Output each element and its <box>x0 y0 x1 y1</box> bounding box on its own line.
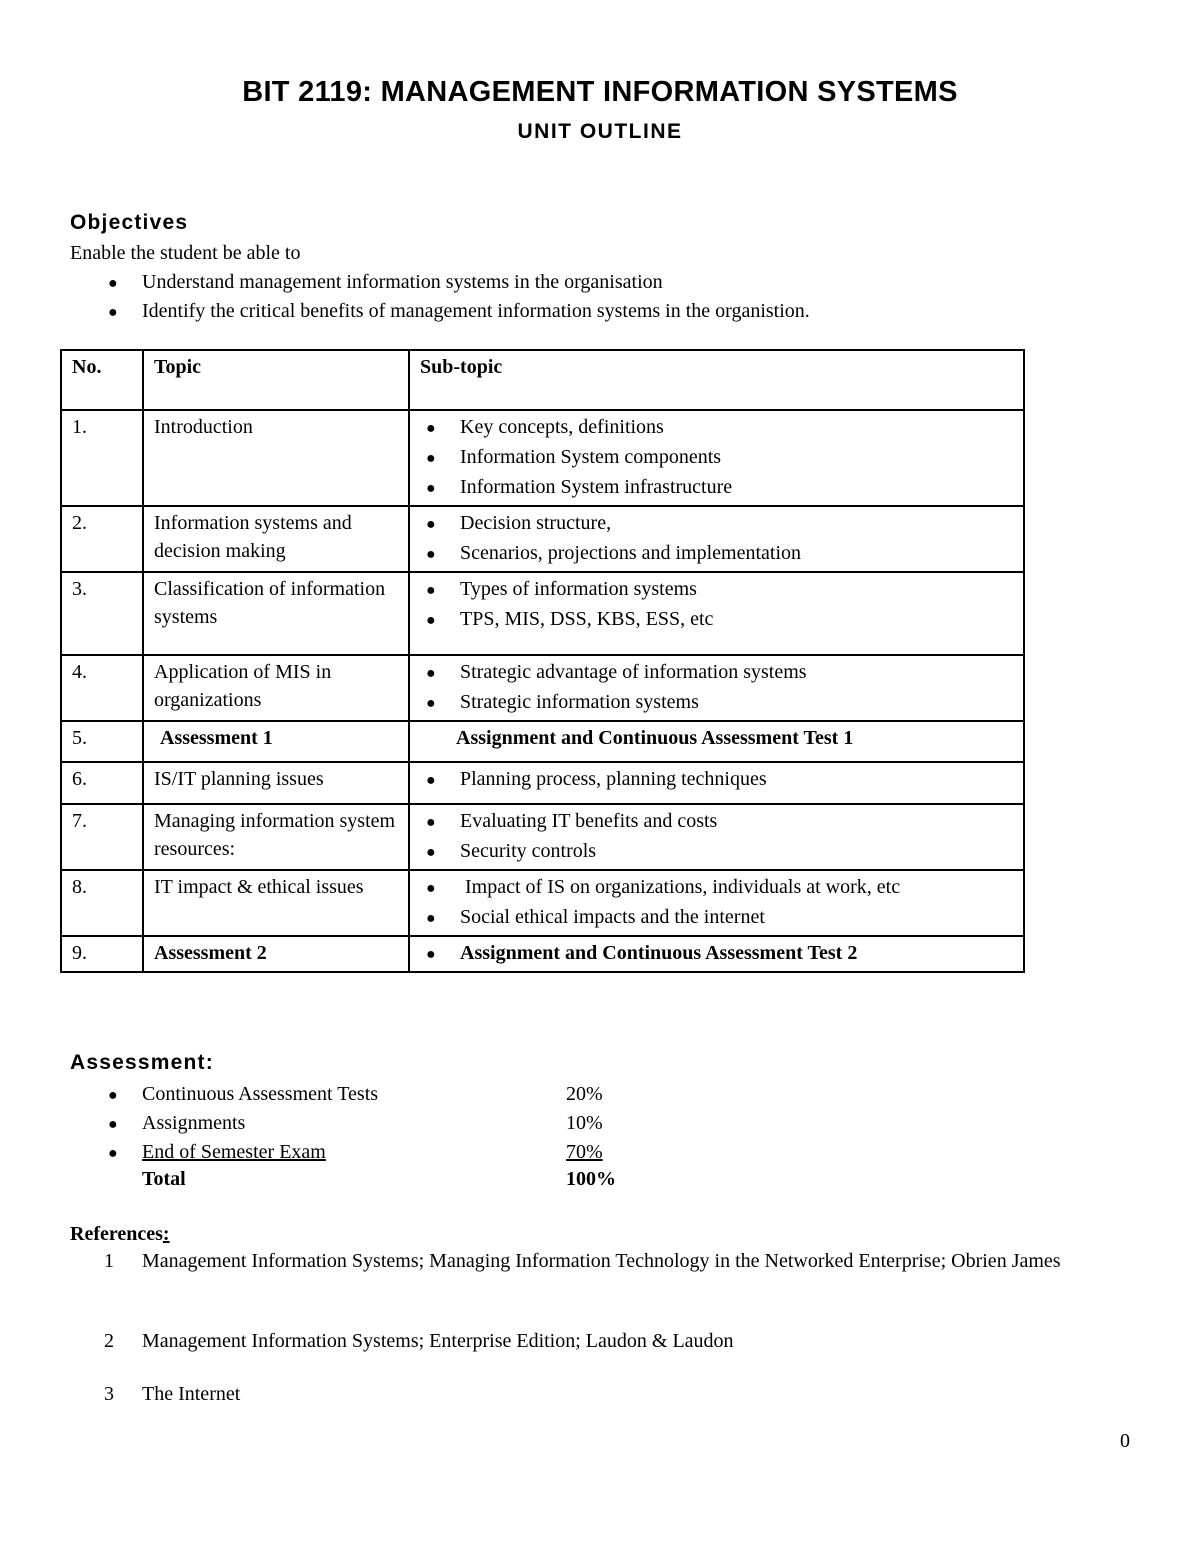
objective-text: Understand management information systems in the organisation <box>142 271 663 293</box>
bullet-icon: ● <box>108 275 118 292</box>
row-subtopics <box>409 870 1024 936</box>
row-topic: Assessment 2 <box>143 936 409 972</box>
bullet-icon: ● <box>426 665 436 682</box>
assessment-value: 20% <box>566 1083 603 1105</box>
objectives-intro: Enable the student be able to <box>70 242 301 264</box>
objective-item <box>108 268 663 298</box>
reference-text: Management Information Systems; Enterprise Edition; Laudon & Laudon <box>142 1330 734 1352</box>
bullet-icon: ● <box>426 946 436 963</box>
total-value: 100% <box>566 1168 616 1190</box>
header-no: No. <box>61 350 143 410</box>
bullet-icon: ● <box>426 480 436 497</box>
subtopic-text: Strategic information systems <box>460 691 699 713</box>
assessment-label: Assignments <box>142 1112 246 1134</box>
subtopic-text: Types of information systems <box>460 578 697 600</box>
subtopic-item <box>426 807 1013 837</box>
row-subtopics <box>409 804 1024 870</box>
bullet-icon: ● <box>426 910 436 927</box>
total-label: Total <box>142 1168 186 1190</box>
subtopic-text: Planning process, planning techniques <box>460 768 767 790</box>
bullet-icon: ● <box>426 814 436 831</box>
row-no: 3. <box>61 572 143 655</box>
table-row <box>61 804 1024 870</box>
subtopic-item <box>426 837 1013 867</box>
row-topic: IS/IT planning issues <box>143 762 409 804</box>
objective-text: Identify the critical benefits of management information systems in the organistion. <box>142 300 810 322</box>
table-row <box>61 410 1024 506</box>
row-topic: Classification of information systems <box>143 572 409 655</box>
subtopic-item <box>426 903 1013 933</box>
subtopic-item <box>426 575 1013 605</box>
subtopic-item <box>426 473 1013 503</box>
subtopic-text: Information System infrastructure <box>460 476 733 498</box>
reference-text: Management Information Systems; Managing Information Technology in the Networked Enterprise; Obrien James <box>142 1250 1061 1272</box>
assessment-heading: Assessment: <box>70 1051 214 1074</box>
bullet-icon: ● <box>426 420 436 437</box>
bullet-icon: ● <box>426 450 436 467</box>
reference-number: 1 <box>104 1250 114 1272</box>
reference-number: 2 <box>104 1330 114 1352</box>
subtopic-item <box>426 765 1013 795</box>
bullet-icon: ● <box>426 772 436 789</box>
subtopic-text: Decision structure, <box>460 512 612 534</box>
reference-number: 3 <box>104 1383 114 1405</box>
references-heading <box>70 1220 170 1248</box>
header-topic: Topic <box>143 350 409 410</box>
subtopic-text: TPS, MIS, DSS, KBS, ESS, etc <box>460 608 714 630</box>
subtopic-text: Assignment and Continuous Assessment Test 2 <box>460 942 858 964</box>
row-topic: Assessment 1 <box>143 721 409 762</box>
bullet-icon: ● <box>426 880 436 897</box>
row-topic: Introduction <box>143 410 409 506</box>
subtopic-item <box>426 939 1013 969</box>
bullet-icon: ● <box>108 1116 118 1133</box>
assessment-total <box>142 1165 616 1193</box>
assessment-item <box>108 1138 603 1168</box>
subtopic-text: Evaluating IT benefits and costs <box>460 810 718 832</box>
reference-item <box>104 1381 1104 1408</box>
row-no: 5. <box>61 721 143 762</box>
bullet-icon: ● <box>426 516 436 533</box>
row-no: 4. <box>61 655 143 721</box>
reference-item <box>104 1328 1104 1355</box>
reference-text: The Internet <box>142 1383 241 1405</box>
subtopic-item <box>426 413 1013 443</box>
subtopic-item <box>426 658 1013 688</box>
assessment-label: End of Semester Exam <box>142 1141 326 1163</box>
table-row <box>61 721 1024 762</box>
reference-item <box>104 1248 1104 1275</box>
row-no: 1. <box>61 410 143 506</box>
bullet-icon: ● <box>426 612 436 629</box>
row-subtopic-plain: Assignment and Continuous Assessment Test 1 <box>409 721 1024 762</box>
subtopic-text: Security controls <box>460 840 597 862</box>
row-subtopics <box>409 655 1024 721</box>
references-heading-text: References <box>70 1223 163 1245</box>
assessment-value: 10% <box>566 1112 603 1134</box>
subtopic-item <box>426 873 1013 903</box>
row-subtopics <box>409 506 1024 572</box>
row-no: 6. <box>61 762 143 804</box>
row-topic: Managing information system resources: <box>143 804 409 870</box>
outline-table <box>60 349 1025 973</box>
subtopic-text: Information System components <box>460 446 722 468</box>
row-no: 8. <box>61 870 143 936</box>
subtopic-item <box>426 443 1013 473</box>
table-header-row <box>61 350 1024 410</box>
bullet-icon: ● <box>426 844 436 861</box>
row-subtopics <box>409 410 1024 506</box>
table-row <box>61 506 1024 572</box>
table-row <box>61 655 1024 721</box>
subtopic-text: Key concepts, definitions <box>460 416 664 438</box>
assessment-label-wrap <box>142 1138 566 1166</box>
row-no: 9. <box>61 936 143 972</box>
table-row <box>61 936 1024 972</box>
row-topic: Application of MIS in organizations <box>143 655 409 721</box>
row-no: 2. <box>61 506 143 572</box>
page-number: 0 <box>1120 1430 1130 1452</box>
header-subtopic: Sub-topic <box>409 350 1024 410</box>
row-no: 7. <box>61 804 143 870</box>
bullet-icon: ● <box>426 546 436 563</box>
subtopic-text: Social ethical impacts and the internet <box>460 906 765 928</box>
objective-item <box>108 297 810 327</box>
assessment-item <box>108 1080 603 1110</box>
document-title: BIT 2119: MANAGEMENT INFORMATION SYSTEMS <box>242 76 958 108</box>
bullet-icon: ● <box>108 1087 118 1104</box>
assessment-label: Continuous Assessment Tests <box>142 1083 379 1105</box>
row-topic: Information systems and decision making <box>143 506 409 572</box>
subtopic-text: Impact of IS on organizations, individuals at work, etc <box>460 876 901 898</box>
row-topic: IT impact & ethical issues <box>143 870 409 936</box>
assessment-value: 70% <box>566 1141 603 1163</box>
subtopic-item <box>426 605 1013 635</box>
bullet-icon: ● <box>426 582 436 599</box>
table-row <box>61 572 1024 655</box>
subtopic-item <box>426 688 1013 718</box>
references-heading-colon: : <box>162 1223 170 1245</box>
table-row <box>61 870 1024 936</box>
subtopic-text: Strategic advantage of information systems <box>460 661 807 683</box>
objectives-heading: Objectives <box>70 211 189 234</box>
row-subtopics <box>409 762 1024 804</box>
subtopic-item <box>426 509 1013 539</box>
subtopic-text: Scenarios, projections and implementation <box>460 542 802 564</box>
subtopic-item <box>426 539 1013 569</box>
table-row <box>61 762 1024 804</box>
assessment-item <box>108 1109 603 1139</box>
row-subtopics <box>409 572 1024 655</box>
document-subtitle: UNIT OUTLINE <box>517 120 683 143</box>
bullet-icon: ● <box>108 1145 118 1162</box>
bullet-icon: ● <box>108 304 118 321</box>
row-subtopics <box>409 936 1024 972</box>
bullet-icon: ● <box>426 695 436 712</box>
